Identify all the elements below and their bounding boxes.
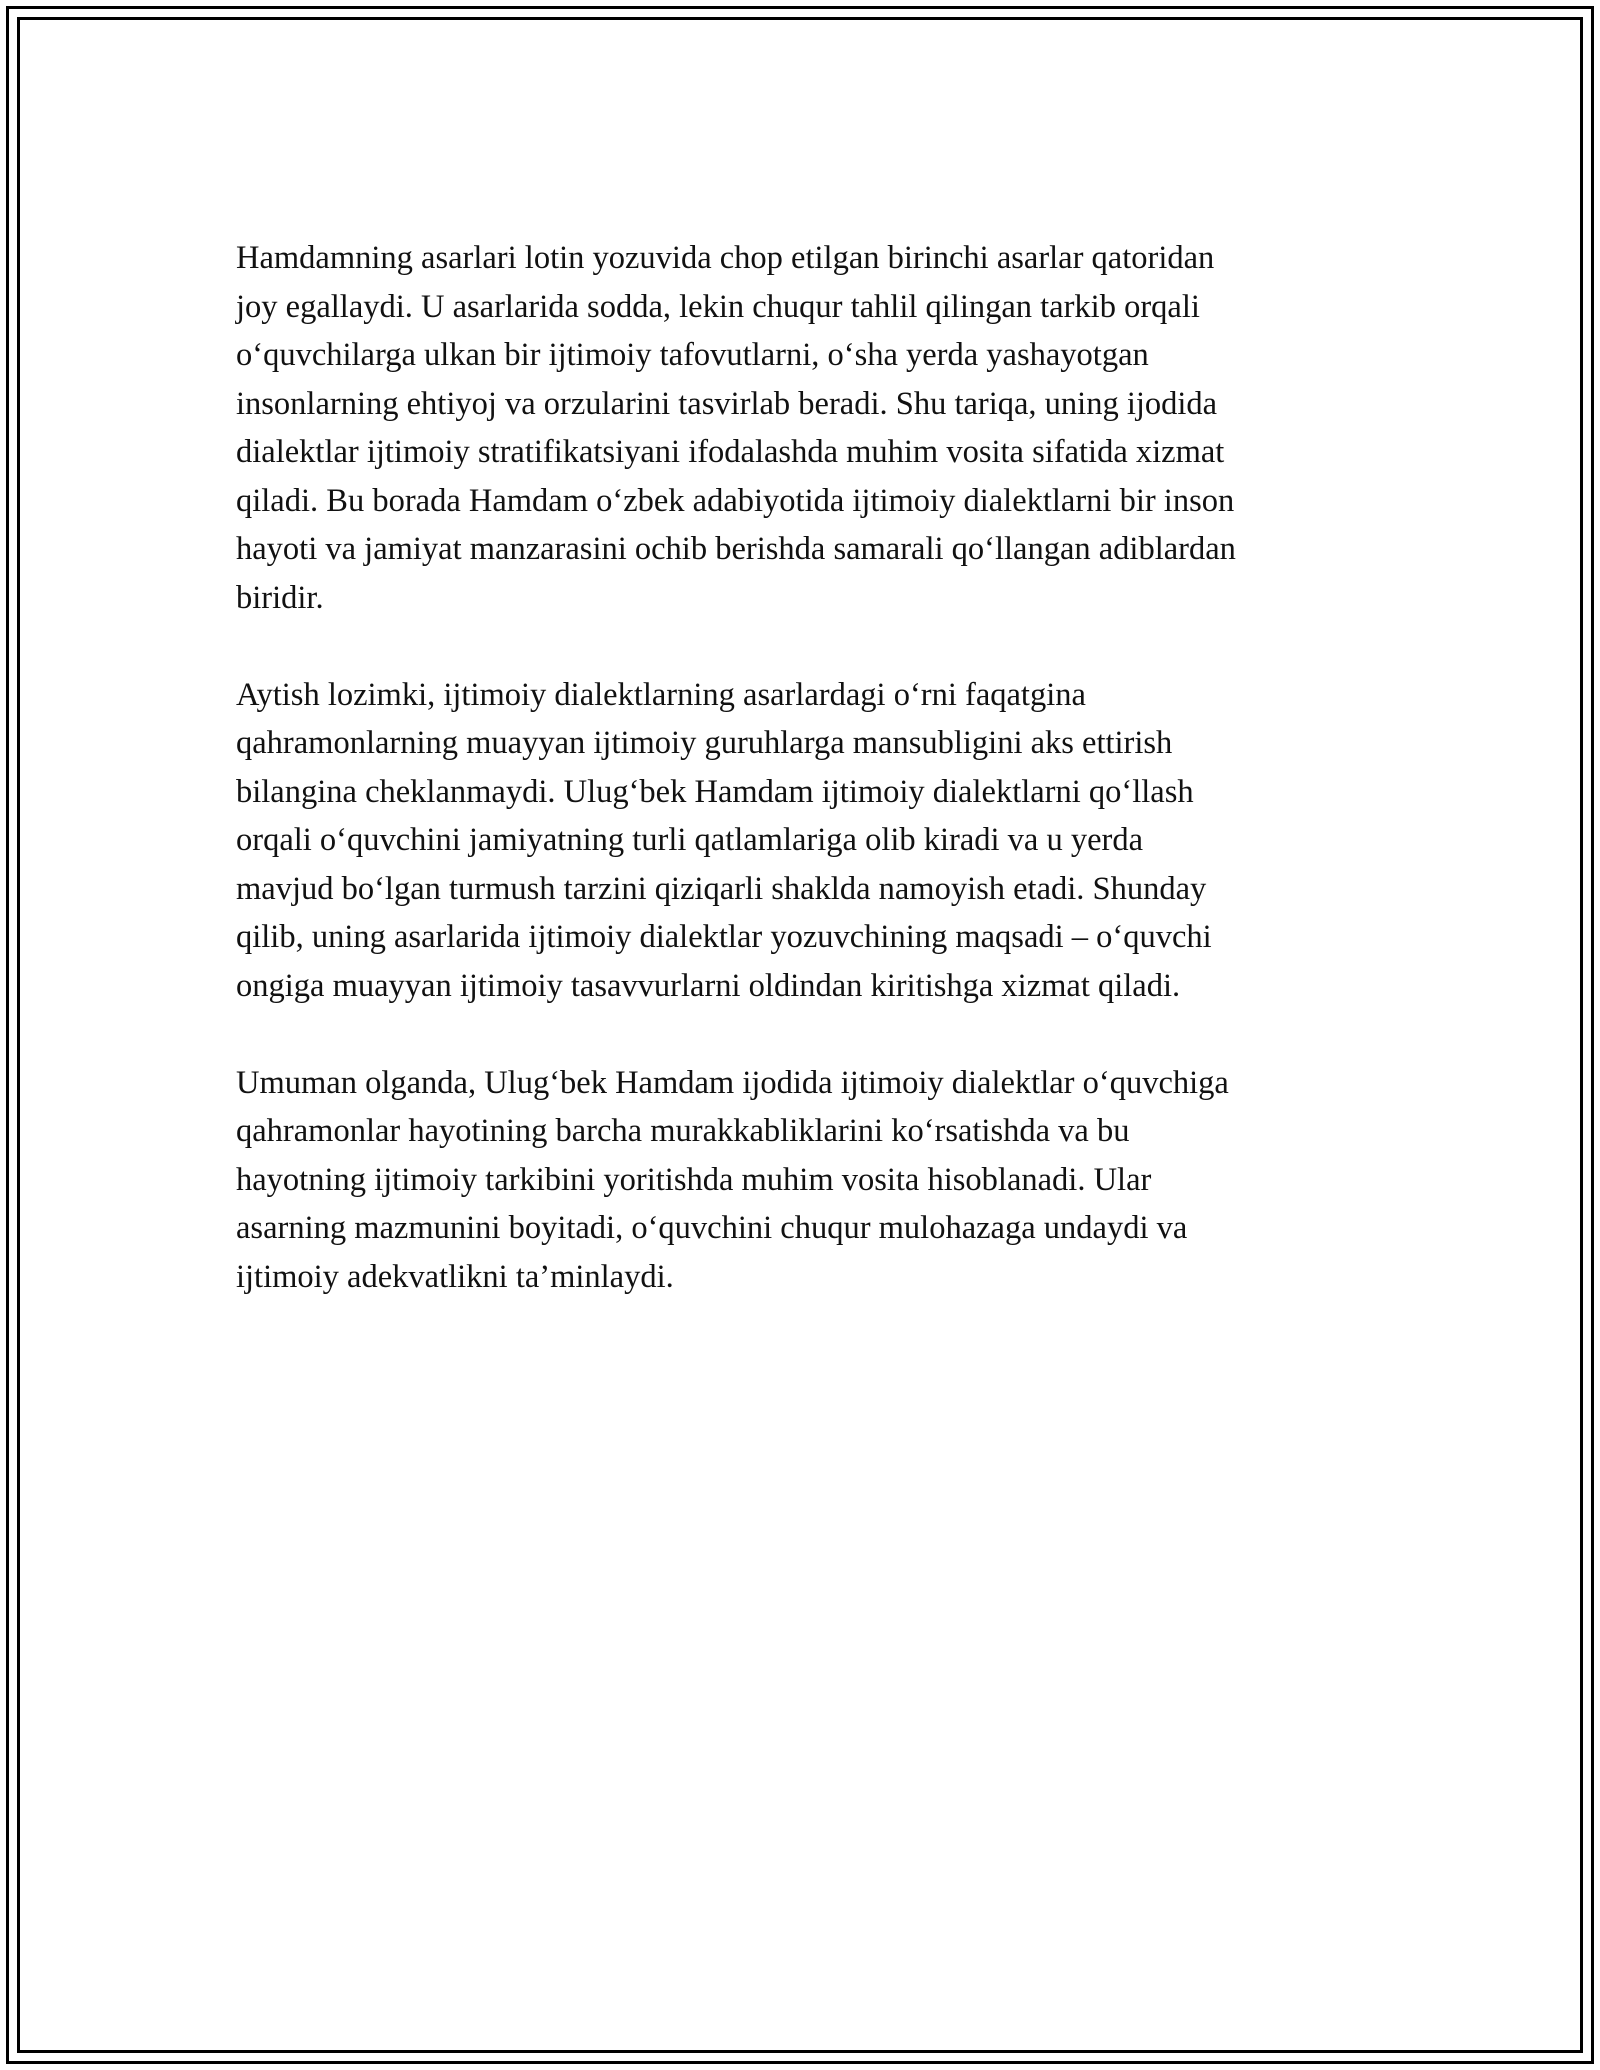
paragraph-3: Umuman olganda, Ulug‘bek Hamdam ijodida ijtimoiy dialektlar o‘quvchiga qahramonlar hayotining barcha murakkabliklarini ko‘rsatishda va bu hayotning ijtimoiy tarkibini yoritishda muhim vosita hisoblanadi. Ular asarning mazmunini boyitadi, o‘quvchini chuqur mulohazaga undaydi va ijtimoiy adekvatlikni ta’minlaydi.	[236, 1064, 1229, 1295]
paragraph-2: Aytish lozimki, ijtimoiy dialektlarning asarlardagi o‘rni faqatgina qahramonlarning muayyan ijtimoiy guruhlarga mansubligini aks ettirish bilangina cheklanmaydi. Ulug‘bek Hamdam ijtimoiy dialektlarni qo‘llash orqali o‘quvchini jamiyatning turli qatlamlariga olib kiradi va u yerda mavjud bo‘lgan turmush tarzini qiziqarli shaklda namoyish etadi. Shunday qilib, uning asarlarida ijtimoiy dialektlar yozuvchining maqsadi – o‘quvchi ongiga muayyan ijtimoiy tasavvurlarni oldindan kiritishga xizmat qiladi.	[236, 676, 1212, 1004]
paragraph-1: Hamdamning asarlari lotin yozuvida chop etilgan birinchi asarlar qatoridan joy egallaydi. U asarlarida sodda, lekin chuqur tahlil qilingan tarkib orqali o‘quvchilarga ulkan bir ijtimoiy tafovutlarni, o‘sha yerda yashayotgan insonlarning ehtiyoj va orzularini tasvirlab beradi. Shu tariqa, uning ijodida dialektlar ijtimoiy stratifikatsiyani ifodalashda muhim vosita sifatida xizmat qiladi. Bu borada Hamdam o‘zbek adabiyotida ijtimoiy dialektlarni bir inson hayoti va jamiyat manzarasini ochib berishda samarali qo‘llangan adiblardan biridir.	[236, 240, 1236, 616]
document-body	[236, 234, 1376, 1350]
